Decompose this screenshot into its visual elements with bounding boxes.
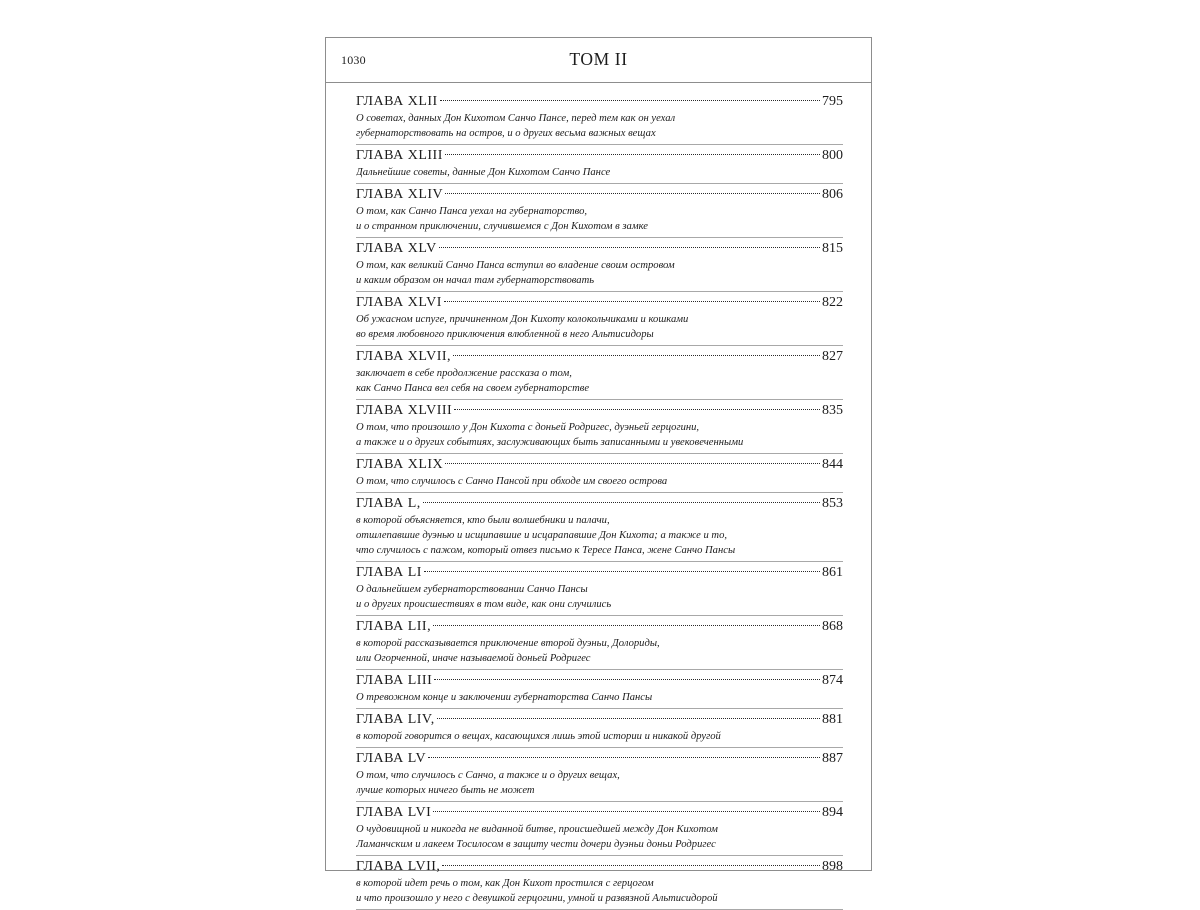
chapter-title: ГЛАВА XLIV: [356, 187, 444, 202]
chapter-title: ГЛАВА XLVIII: [356, 403, 453, 418]
chapter-description-line: О том, что произошло у Дон Кихота с доньей Родригес, дуэньей герцогини,: [356, 422, 700, 433]
toc-entry: [356, 493, 843, 562]
toc-entry: [356, 91, 843, 145]
toc-entry: [356, 562, 843, 616]
chapter-description-line: О том, как Санчо Панса уехал на губернаторство,: [356, 206, 588, 217]
toc-entry-heading: [356, 856, 843, 877]
chapter-title: ГЛАВА LVII,: [356, 859, 441, 874]
toc-entry-heading: [356, 616, 843, 637]
chapter-description-line: и о других происшествиях в том виде, как они случились: [356, 599, 612, 610]
chapter-title: ГЛАВА LIII: [356, 673, 433, 688]
toc-entry-heading: [356, 145, 843, 166]
toc-entry-heading: [356, 400, 843, 421]
toc-entry: [356, 238, 843, 292]
chapter-page-number: 815: [822, 241, 843, 256]
chapter-description-line: во время любовного приключения влюбленной в него Альтисидоры: [356, 329, 654, 340]
toc-entry: [356, 400, 843, 454]
toc-entry: [356, 802, 843, 856]
chapter-description-line: О дальнейшем губернаторствовании Санчо Пансы: [356, 584, 588, 595]
dot-leader: [445, 463, 820, 464]
chapter-page-number: 861: [822, 565, 843, 580]
page-header: [326, 38, 871, 83]
chapter-title: ГЛАВА XLIII: [356, 148, 443, 163]
toc-entry-heading: [356, 454, 843, 475]
chapter-page-number: 894: [822, 805, 843, 820]
toc-entry-heading: [356, 238, 843, 259]
toc-entry: [356, 856, 843, 910]
chapter-description-line: О том, как великий Санчо Панса вступил во владение своим островом: [356, 260, 675, 271]
chapter-page-number: 881: [822, 712, 843, 727]
chapter-title: ГЛАВА LIV,: [356, 712, 435, 727]
dot-leader: [445, 193, 820, 194]
dot-leader: [442, 865, 820, 866]
dot-leader: [433, 625, 820, 626]
dot-leader: [428, 757, 820, 758]
chapter-page-number: 806: [822, 187, 843, 202]
chapter-description-line: лучше которых ничего быть не может: [356, 785, 535, 796]
toc-entry-heading: [356, 346, 843, 367]
chapter-title: ГЛАВА XLII: [356, 94, 438, 109]
chapter-description-line: отшлепавшие дуэнью и исщипавшие и исцарапавшие Дон Кихота; а также и то,: [356, 530, 728, 541]
toc-entry: [356, 748, 843, 802]
toc-entry: [356, 454, 843, 493]
chapter-title: ГЛАВА L,: [356, 496, 421, 511]
toc-entry-heading: [356, 91, 843, 112]
chapter-title: ГЛАВА XLV: [356, 241, 437, 256]
table-of-contents: [356, 91, 843, 910]
chapter-page-number: 853: [822, 496, 843, 511]
dot-leader: [445, 154, 820, 155]
dot-leader: [434, 679, 820, 680]
toc-entry: [356, 346, 843, 400]
chapter-page-number: 800: [822, 148, 843, 163]
toc-entry: [356, 292, 843, 346]
chapter-description-line: что случилось с пажом, который отвез письмо к Тересе Панса, жене Санчо Пансы: [356, 545, 736, 556]
chapter-title: ГЛАВА LV: [356, 751, 427, 766]
dot-leader: [440, 100, 820, 101]
chapter-title: ГЛАВА LII,: [356, 619, 432, 634]
chapter-description-line: Ламанчским и лакеем Тосилосом в защиту чести дочери дуэньи доньи Родригес: [356, 839, 716, 850]
dot-leader: [439, 247, 820, 248]
chapter-page-number: 844: [822, 457, 843, 472]
toc-entry-heading: [356, 292, 843, 313]
chapter-page-number: 868: [822, 619, 843, 634]
chapter-description-line: Дальнейшие советы, данные Дон Кихотом Санчо Пансе: [356, 167, 611, 178]
chapter-title: ГЛАВА LI: [356, 565, 422, 580]
chapter-page-number: 827: [822, 349, 843, 364]
toc-entry: [356, 670, 843, 709]
dot-leader: [453, 355, 820, 356]
chapter-title: ГЛАВА XLIX: [356, 457, 444, 472]
chapter-title: ГЛАВА LVI: [356, 805, 432, 820]
chapter-description-line: в которой рассказывается приключение второй дуэньи, Долориды,: [356, 638, 660, 649]
toc-entry-heading: [356, 802, 843, 823]
chapter-page-number: 887: [822, 751, 843, 766]
chapter-description-line: а также и о других событиях, заслуживающих быть записанными и увековеченными: [356, 437, 744, 448]
toc-entry-heading: [356, 748, 843, 769]
chapter-description-line: О тревожном конце и заключении губернаторства Санчо Пансы: [356, 692, 653, 703]
dot-leader: [444, 301, 820, 302]
dot-leader: [423, 502, 820, 503]
chapter-description-line: в которой идет речь о том, как Дон Кихот простился с герцогом: [356, 878, 654, 889]
dot-leader: [437, 718, 820, 719]
toc-entry-heading: [356, 709, 843, 730]
chapter-page-number: 835: [822, 403, 843, 418]
volume-title: ТОМ II: [569, 49, 628, 69]
chapter-page-number: 822: [822, 295, 843, 310]
toc-entry: [356, 145, 843, 184]
chapter-description-line: О том, что случилось с Санчо, а также и о других вещах,: [356, 770, 620, 781]
chapter-description-line: О чудовищной и никогда не виданной битве, происшедшей между Дон Кихотом: [356, 824, 718, 835]
chapter-title: ГЛАВА XLVI: [356, 295, 442, 310]
chapter-description-line: как Санчо Панса вел себя на своем губернаторстве: [356, 383, 590, 394]
chapter-description-line: и о странном приключении, случившемся с Дон Кихотом в замке: [356, 221, 649, 232]
chapter-title: ГЛАВА XLVII,: [356, 349, 452, 364]
chapter-page-number: 795: [822, 94, 843, 109]
chapter-page-number: 874: [822, 673, 843, 688]
chapter-description-line: в которой объясняется, кто были волшебники и палачи,: [356, 515, 610, 526]
chapter-page-number: 898: [822, 859, 843, 874]
chapter-description-line: в которой говорится о вещах, касающихся лишь этой истории и никакой другой: [356, 731, 721, 742]
chapter-description-line: О советах, данных Дон Кихотом Санчо Пансе, перед тем как он уехал: [356, 113, 676, 124]
chapter-description-line: или Огорченной, иначе называемой доньей Родригес: [356, 653, 591, 664]
toc-entry: [356, 616, 843, 670]
chapter-description-line: и каким образом он начал там губернаторствовать: [356, 275, 595, 286]
toc-entry: [356, 709, 843, 748]
dot-leader: [424, 571, 820, 572]
chapter-description-line: и что произошло у него с девушкой герцогини, умной и развязной Альтисидорой: [356, 893, 718, 904]
page-number: 1030: [341, 53, 366, 67]
toc-entry: [356, 184, 843, 238]
toc-entry-heading: [356, 670, 843, 691]
dot-leader: [433, 811, 820, 812]
toc-entry-heading: [356, 493, 843, 514]
chapter-description-line: губернаторствовать на остров, и о других весьма важных вещах: [356, 128, 656, 139]
dot-leader: [454, 409, 820, 410]
chapter-description-line: Об ужасном испуге, причиненном Дон Кихоту колокольчиками и кошками: [356, 314, 689, 325]
book-page: [325, 37, 872, 904]
toc-entry-heading: [356, 562, 843, 583]
chapter-description-line: заключает в себе продолжение рассказа о том,: [356, 368, 572, 379]
toc-entry-heading: [356, 184, 843, 205]
chapter-description-line: О том, что случилось с Санчо Пансой при обходе им своего острова: [356, 476, 668, 487]
